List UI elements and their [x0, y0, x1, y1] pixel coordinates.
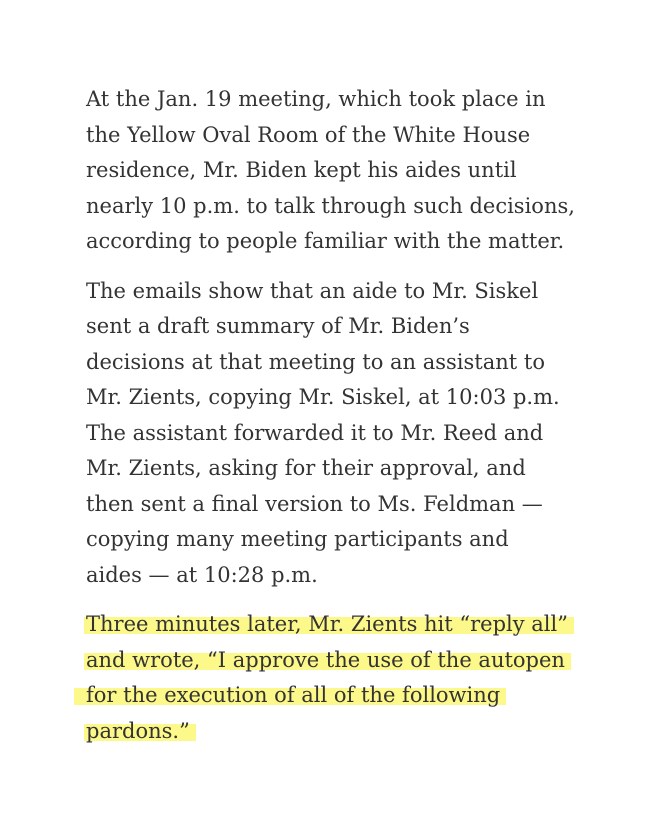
text-line: At the Jan. 19 meeting, which took place in	[86, 87, 546, 111]
article-body	[86, 82, 606, 763]
highlighted-text: for the execution of all of the following	[74, 683, 506, 707]
text-line: The assistant forwarded it to Mr. Reed and	[86, 420, 544, 445]
highlighted-line	[86, 643, 606, 679]
text-line: Mr. Zients, asking for their approval, and	[86, 456, 526, 480]
text-line: nearly 10 p.m. to talk through such decisions,	[86, 193, 575, 218]
paragraph-highlighted-approval	[86, 607, 606, 749]
highlighted-line	[86, 607, 606, 643]
text-line: residence, Mr. Biden kept his aides until	[86, 158, 517, 182]
text-line: according to people familiar with the matter.	[86, 229, 565, 253]
text-line: sent a draft summary of Mr. Biden’s	[86, 314, 470, 338]
highlighted-line	[86, 714, 606, 750]
text-line: Mr. Zients, copying Mr. Siskel, at 10:03 p.m.	[86, 385, 560, 409]
text-line: copying many meeting participants and	[86, 527, 509, 551]
text-line: the Yellow Oval Room of the White House	[86, 122, 531, 147]
text-line: then sent a final version to Ms. Feldman —	[86, 491, 543, 516]
text-line: The emails show that an aide to Mr. Siskel	[86, 278, 539, 303]
highlighted-text: and wrote, “I approve the use of the autopen	[84, 648, 571, 672]
paragraph-meeting	[86, 82, 606, 260]
highlighted-text: pardons.”	[84, 719, 196, 743]
highlighted-text: Three minutes later, Mr. Zients hit “reply all”	[84, 612, 574, 636]
text-line: decisions at that meeting to an assistant to	[86, 349, 545, 374]
highlighted-line	[86, 678, 606, 714]
text-line: aides — at 10:28 p.m.	[86, 562, 318, 587]
paragraph-emails	[86, 274, 606, 594]
